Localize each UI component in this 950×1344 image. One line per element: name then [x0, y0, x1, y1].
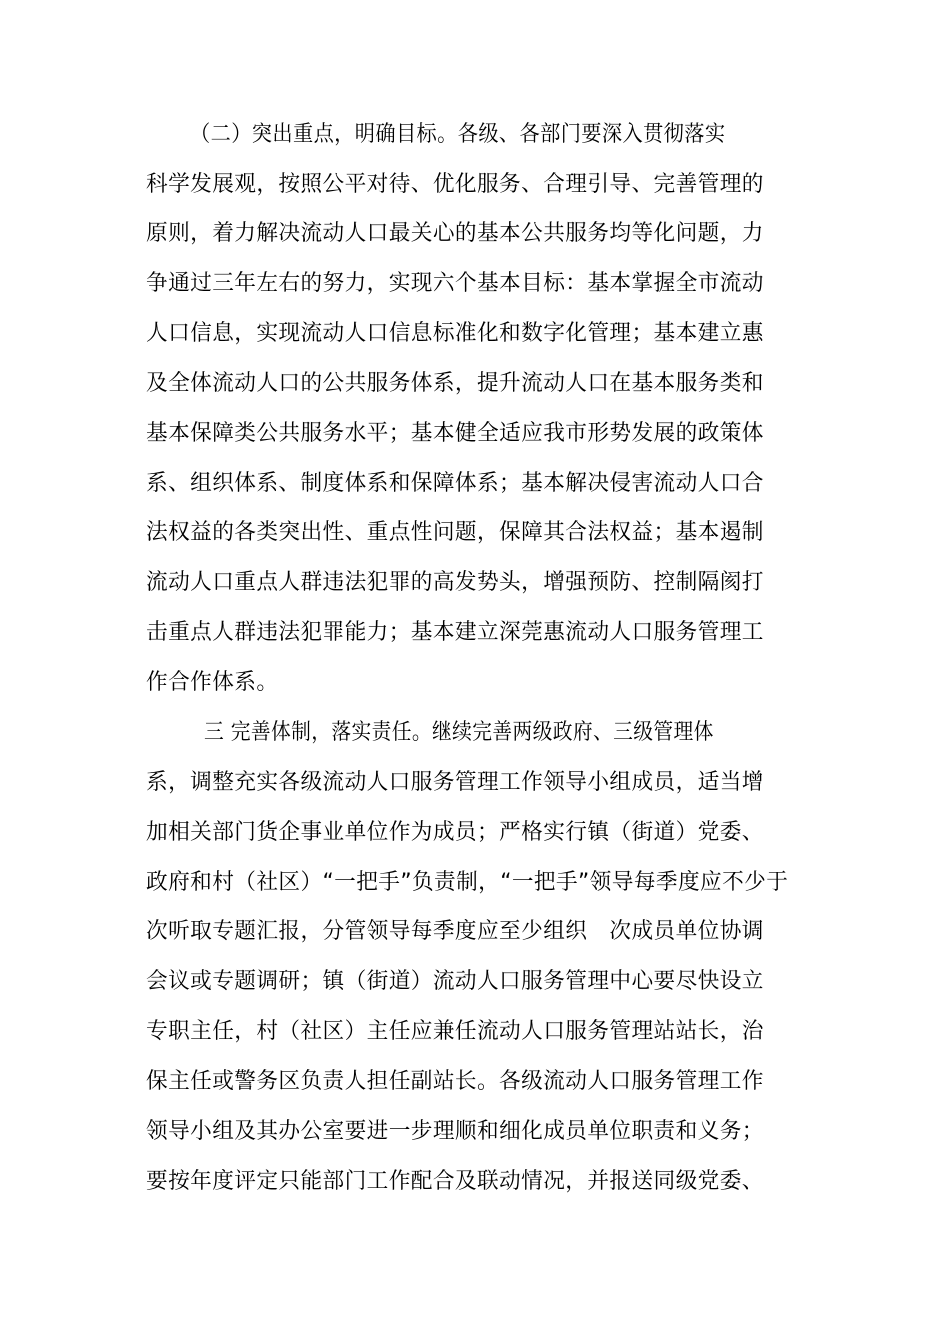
paragraph-2-line-8: 保主任或警务区负责人担任副站长。各级流动人口服务管理工作	[146, 1069, 764, 1094]
paragraph-1-line-4: 争通过三年左右的努力，实现六个基本目标：基本掌握全市流动	[146, 271, 764, 296]
paragraph-2-line-1: 三 完善体制，落实责任。继续完善两级政府、三级管理体	[204, 720, 714, 745]
paragraph-1-line-7: 基本保障类公共服务水平；基本健全适应我市形势发展的政策体	[146, 421, 764, 446]
paragraph-2-line-6: 会议或专题调研；镇（街道）流动人口服务管理中心要尽快设立	[146, 969, 764, 994]
paragraph-2-line-4: 政府和村（社区）“一把手”负责制，“一把手”领导每季度应不少于	[146, 870, 789, 895]
paragraph-2-line-5: 次听取专题汇报，分管领导每季度应至少组织 次成员单位协调	[146, 919, 764, 944]
paragraph-1-line-5: 人口信息，实现流动人口信息标准化和数字化管理；基本建立惠	[146, 321, 764, 346]
paragraph-1-line-12: 作合作体系。	[146, 670, 279, 695]
paragraph-2-line-3: 加相关部门货企事业单位作为成员；严格实行镇（街道）党委、	[146, 820, 764, 845]
paragraph-2-line-10: 要按年度评定只能部门工作配合及联动情况，并报送同级党委、	[146, 1169, 764, 1194]
paragraph-1-line-2: 科学发展观，按照公平对待、优化服务、合理引导、完善管理的	[146, 172, 764, 197]
paragraph-1-line-1: （二）突出重点，明确目标。各级、各部门要深入贯彻落实	[190, 122, 726, 147]
paragraph-1-line-8: 系、组织体系、制度体系和保障体系；基本解决侵害流动人口合	[146, 471, 764, 496]
paragraph-2-line-9: 领导小组及其办公室要进一步理顺和细化成员单位职责和义务；	[146, 1119, 764, 1144]
paragraph-1-line-9: 法权益的各类突出性、重点性问题，保障其合法权益；基本遏制	[146, 520, 764, 545]
paragraph-1-line-11: 击重点人群违法犯罪能力；基本建立深莞惠流动人口服务管理工	[146, 620, 764, 645]
paragraph-1-line-10: 流动人口重点人群违法犯罪的高发势头，增强预防、控制隔阂打	[146, 570, 764, 595]
paragraph-1-line-3: 原则，着力解决流动人口最关心的基本公共服务均等化问题，力	[146, 221, 764, 246]
paragraph-2-line-2: 系，调整充实各级流动人口服务管理工作领导小组成员，适当增	[146, 770, 764, 795]
paragraph-2-line-7: 专职主任，村（社区）主任应兼任流动人口服务管理站站长，治	[146, 1019, 764, 1044]
paragraph-1-line-6: 及全体流动人口的公共服务体系，提升流动人口在基本服务类和	[146, 371, 764, 396]
